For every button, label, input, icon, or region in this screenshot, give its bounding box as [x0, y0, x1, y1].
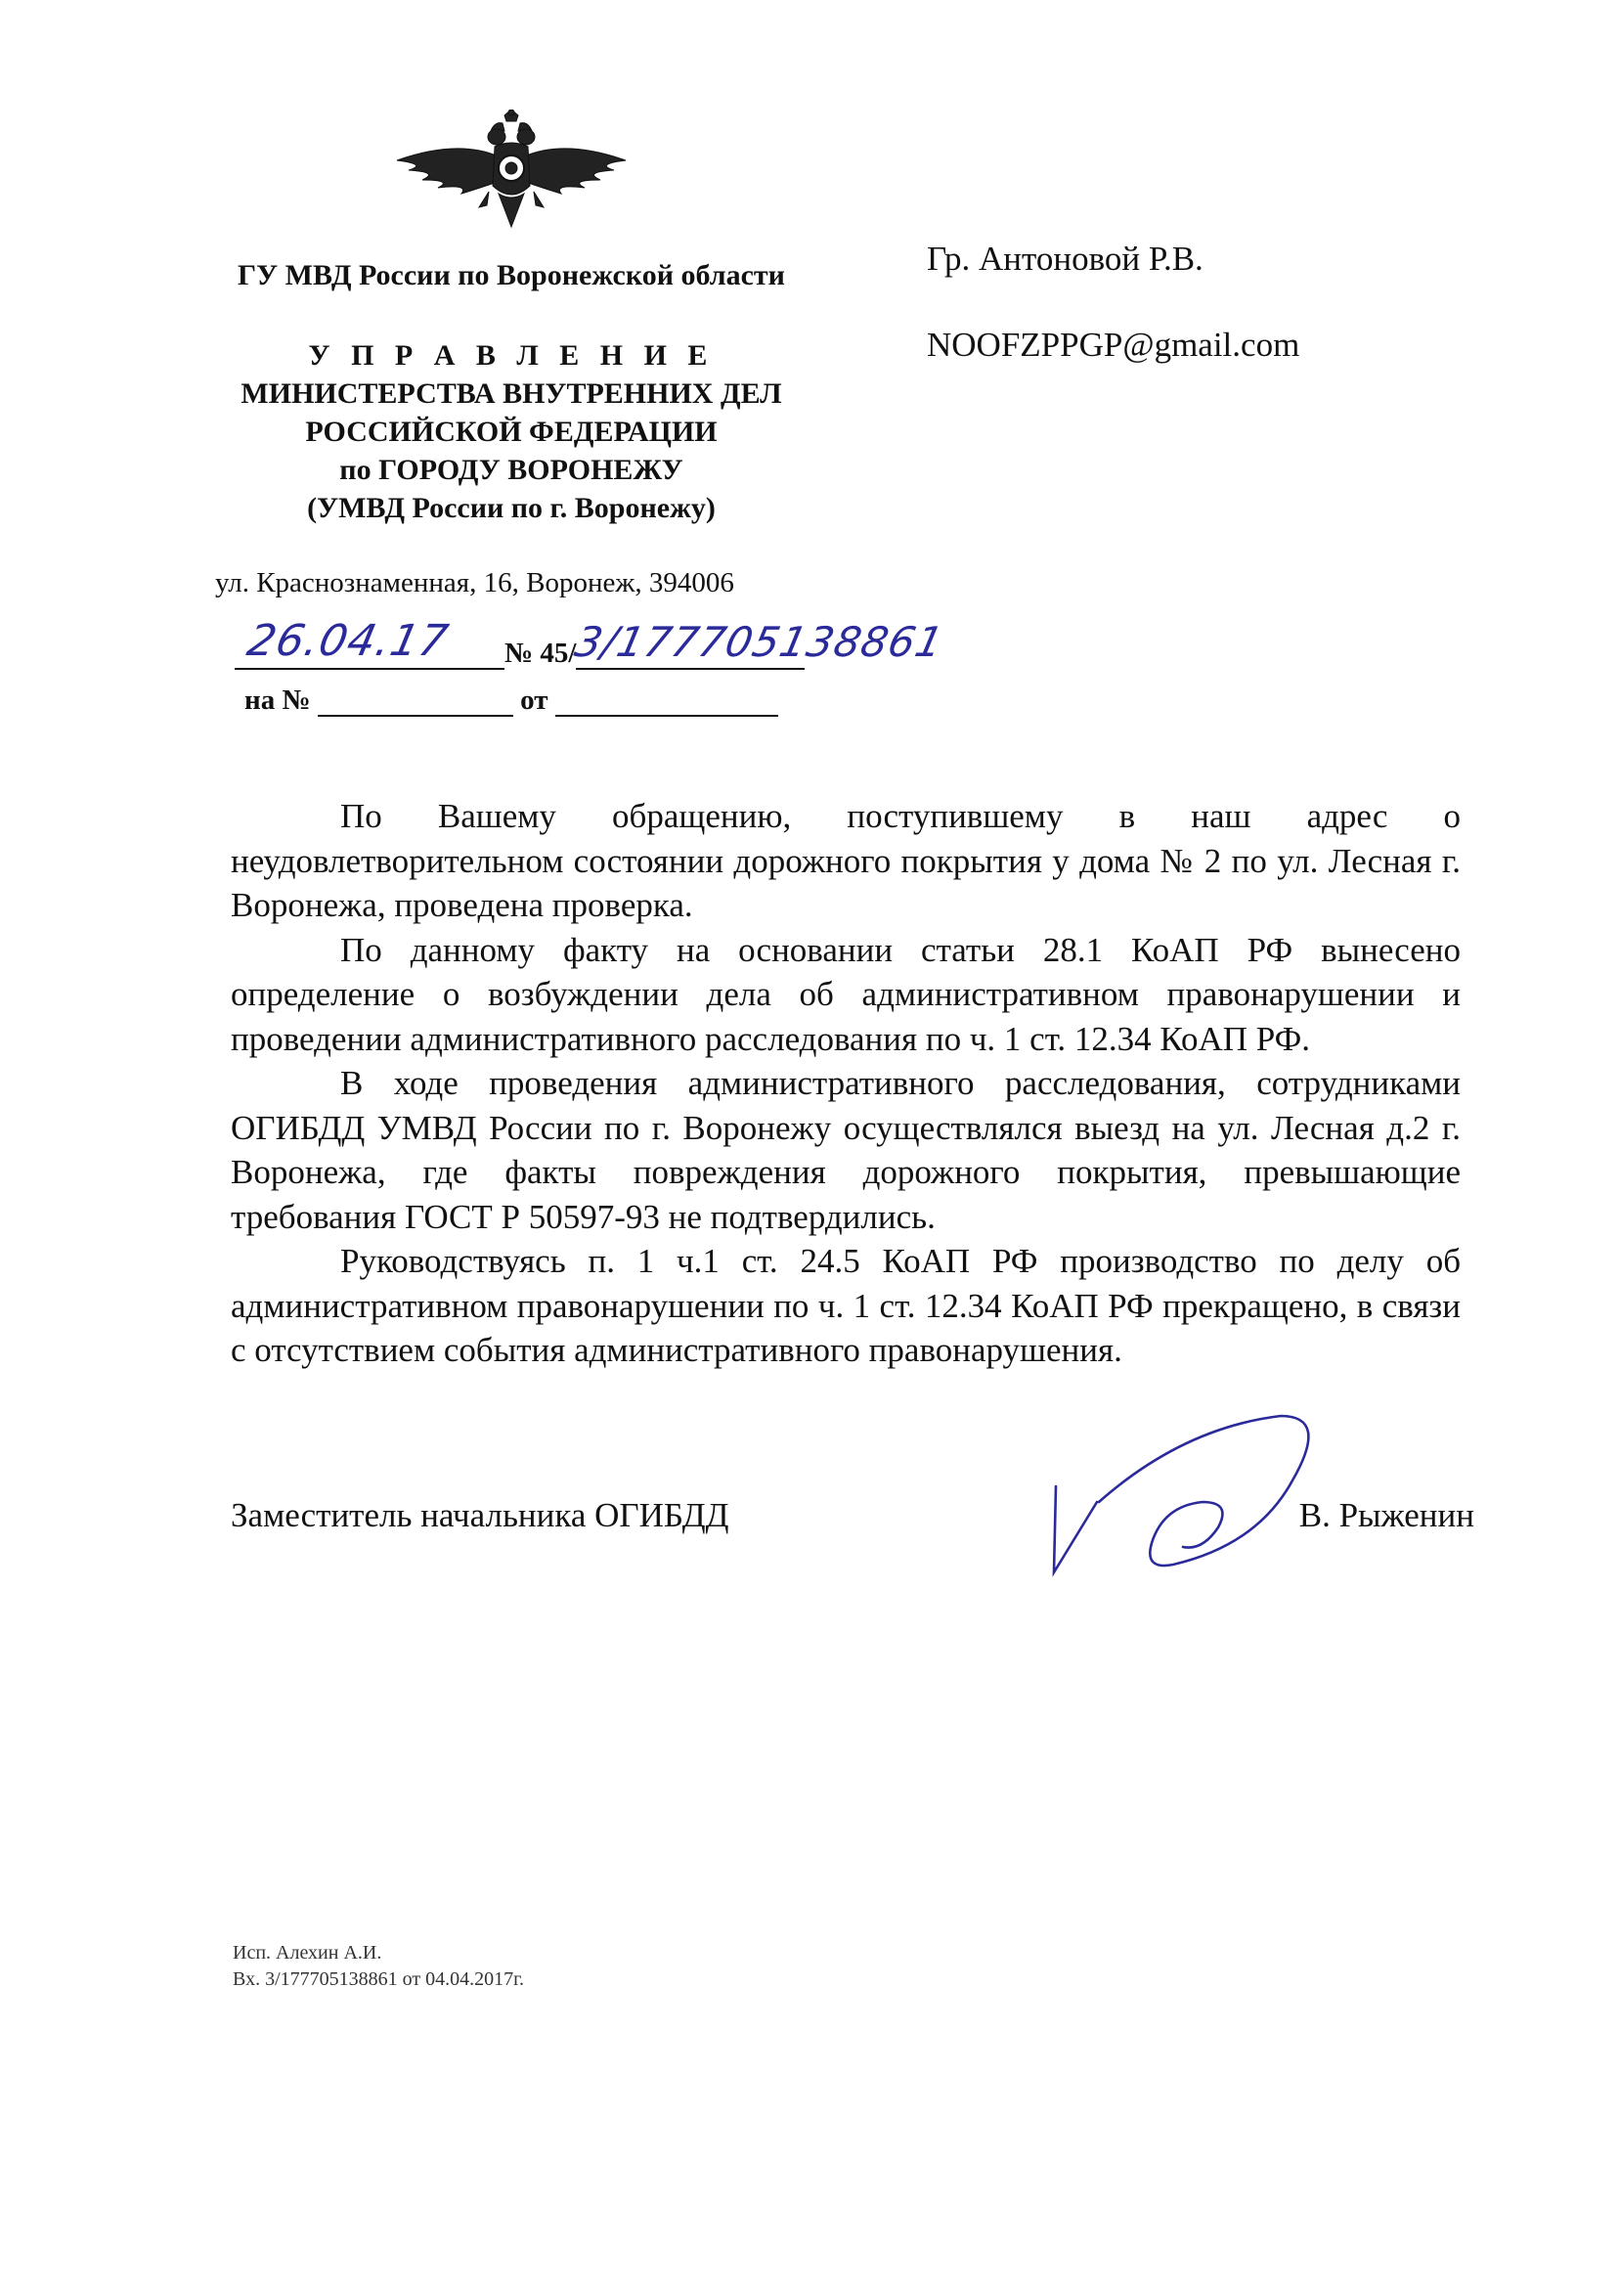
executor-note: Исп. Алехин А.И.: [233, 1942, 382, 1964]
org-title-line-5: (УМВД России по г. Воронежу): [307, 492, 716, 524]
footer-notes: [233, 1940, 524, 1993]
recipient-name: Гр. Антоновой Р.В.: [927, 240, 1203, 278]
signer-name: В. Рыженин: [1298, 1496, 1474, 1534]
handwritten-date: 26.04.17: [242, 616, 454, 666]
number-label: № 45/: [504, 638, 577, 669]
parent-organization: ГУ МВД России по Воронежской области: [238, 259, 785, 291]
incoming-note: Вх. 3/177705138861 от 04.04.2017г.: [233, 1968, 525, 1990]
body-paragraph-3: В ходе проведения административного расследования, сотрудниками ОГИБДД УМВД России по г. Воронежу осуществлялся выезд на ул. Лесная д.2 г. Воронежа, где факты повреждения дорожного покрытия, превышающие требования ГОСТ Р 50597-93 не подтвердились.: [231, 1064, 1461, 1236]
organization-title: [186, 336, 837, 527]
organization-address: ул. Краснознаменная, 16, Воронеж, 394006: [215, 567, 734, 598]
organization-header: [186, 256, 837, 527]
ref-from-label: от: [520, 684, 548, 716]
ref-date-blank: [555, 685, 778, 717]
eagle-emblem-icon: [389, 110, 634, 232]
body-paragraph-2: По данному факту на основании статьи 28.1 КоАП РФ вынесено определение о возбуждении дела об административном правонарушении и проведении административного расследования по ч. 1 ст. 12.34 КоАП РФ.: [231, 930, 1461, 1058]
org-title-line-3: РОССИЙСКОЙ ФЕДЕРАЦИИ: [305, 416, 718, 448]
reference-line: [244, 684, 778, 717]
number-field: [571, 618, 949, 670]
body-paragraph-1: По Вашему обращению, поступившему в наш адрес о неудовлетворительном состоянии дорожного покрытия у дома № 2 по ул. Лесная г. Воронежа, проведена проверка.: [231, 797, 1461, 924]
handwritten-number: 3/177705138861: [571, 618, 949, 666]
ref-number-label: на №: [244, 684, 311, 716]
org-title-line-2: МИНИСТЕРСТВА ВНУТРЕННИХ ДЕЛ: [241, 377, 782, 410]
ref-number-blank: [318, 685, 513, 717]
recipient-email: NOOFZPPGP@gmail.com: [927, 326, 1300, 364]
org-title-line-1: У П Р А В Л Е Н И Е: [308, 339, 715, 372]
body-paragraph-4: Руководствуясь п. 1 ч.1 ст. 24.5 КоАП РФ производство по делу об административном правонарушении по ч. 1 ст. 12.34 КоАП РФ прекращено, в связи с отсутствием события административного правонарушения.: [231, 1242, 1461, 1369]
letter-body: [231, 794, 1461, 1373]
signer-position: Заместитель начальника ОГИБДД: [231, 1496, 729, 1534]
registration-line: [235, 616, 949, 670]
date-field: [235, 616, 504, 670]
org-title-line-4: по ГОРОДУ ВОРОНЕЖУ: [339, 454, 683, 486]
recipient-block: [927, 240, 1299, 365]
handwritten-signature: [1036, 1408, 1320, 1594]
